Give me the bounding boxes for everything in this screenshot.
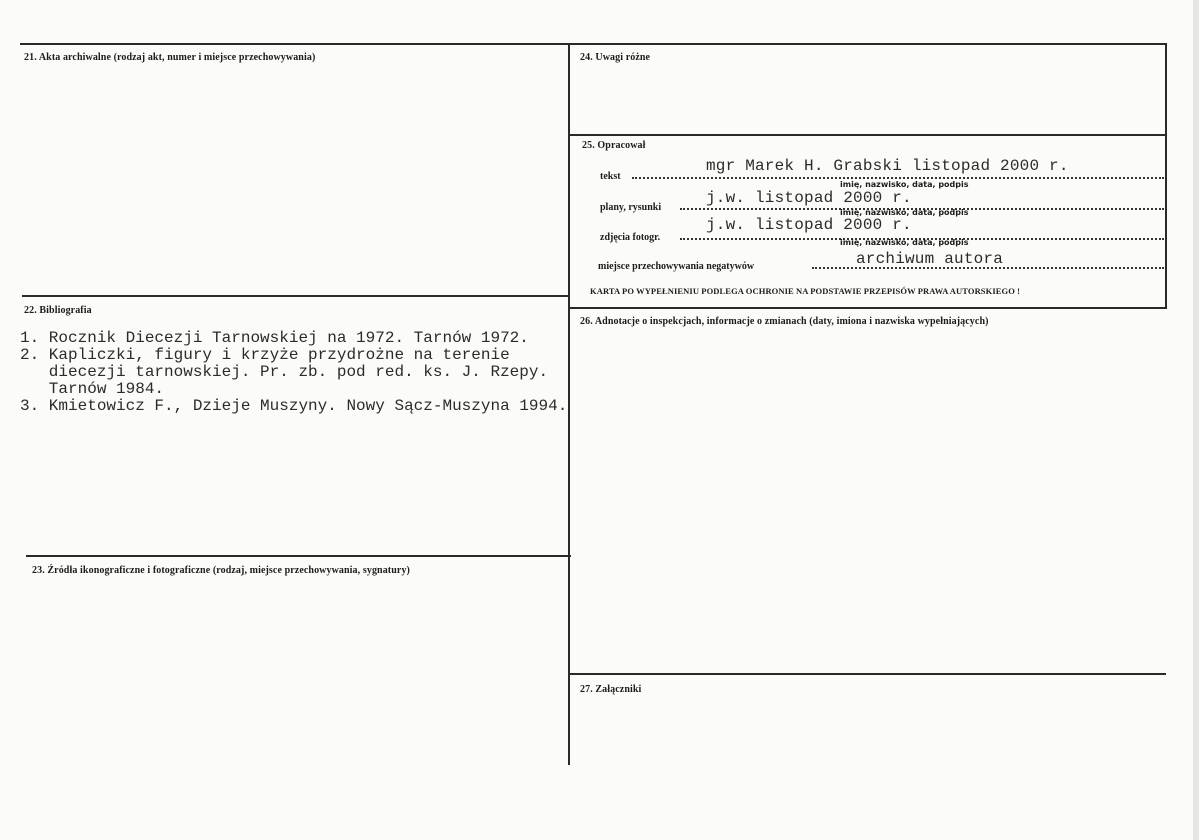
rule-25-26 [568, 307, 1167, 309]
section-21-label: 21. Akta archiwalne (rodzaj akt, numer i miejsce przechowywania) [24, 52, 316, 63]
zdjecia-hint: imię, nazwisko, data, podpis [840, 238, 969, 247]
rule-26-27 [570, 673, 1166, 675]
bibliography-list [20, 330, 567, 415]
tekst-label: tekst [600, 171, 621, 182]
tekst-dotted-line [632, 177, 1164, 179]
section-27-label: 27. Załączniki [580, 684, 642, 695]
rule-24-25 [568, 134, 1167, 136]
zdjecia-value: j.w. listopad 2000 r. [706, 216, 912, 234]
paper-edge [1193, 0, 1199, 840]
bibliography-line: diecezji tarnowskiej. Pr. zb. pod red. ks. J. Rzepy. [20, 363, 549, 381]
section-25-label: 25. Opracował [582, 140, 646, 151]
right-border-upper [1165, 43, 1167, 308]
tekst-value: mgr Marek H. Grabski listopad 2000 r. [706, 157, 1069, 175]
negatywy-label: miejsce przechowywania negatywów [598, 261, 755, 272]
plany-value: j.w. listopad 2000 r. [706, 189, 912, 207]
rule-21-22 [22, 295, 569, 297]
zdjecia-label: zdjęcia fotogr. [600, 232, 661, 243]
section-26-label: 26. Adnotacje o inspekcjach, informacje o zmianach (daty, imiona i nazwiska wypełniających) [580, 316, 989, 327]
plany-label: plany, rysunki [600, 202, 662, 213]
center-divider [568, 43, 570, 765]
bibliography-line: 1. Rocznik Diecezji Tarnowskiej na 1972. Tarnów 1972. [20, 329, 529, 347]
top-rule [20, 43, 1167, 45]
copyright-notice: KARTA PO WYPEŁNIENIU PODLEGA OCHRONIE NA PODSTAWIE PRZEPISÓW PRAWA AUTORSKIEGO ! [590, 286, 1021, 296]
rule-22-23 [26, 555, 571, 557]
tekst-hint: imię, nazwisko, data, podpis [840, 180, 969, 189]
section-23-label: 23. Źródła ikonograficzne i fotograficzne (rodzaj, miejsce przechowywania, sygnatury) [32, 565, 410, 576]
bibliography-line: 3. Kmietowicz F., Dzieje Muszyny. Nowy Sącz-Muszyna 1994. [20, 397, 568, 415]
bibliography-line: Tarnów 1984. [20, 380, 165, 398]
bibliography-line: 2. Kapliczki, figury i krzyże przydrożne na terenie [20, 346, 510, 364]
negatywy-value: archiwum autora [856, 250, 1004, 268]
section-24-label: 24. Uwagi różne [580, 52, 651, 63]
section-22-label: 22. Bibliografia [24, 305, 92, 316]
plany-hint: imię, nazwisko, data, podpis [840, 208, 969, 217]
